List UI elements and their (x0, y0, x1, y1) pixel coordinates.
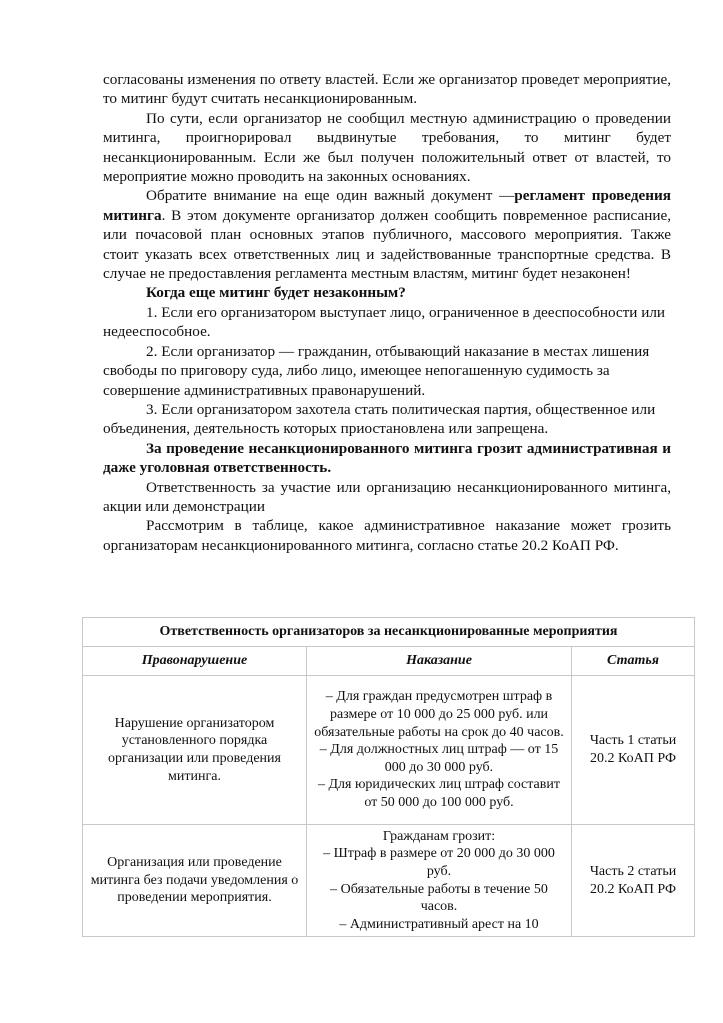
section-heading: Когда еще митинг будет незаконным? (146, 284, 406, 302)
paragraph: Ответственность за участие или организацию несанкционированного митинга, акции или демонстрации (103, 478, 671, 515)
list-item: 1. Если его организатором выступает лицо, ограниченное в дееспособности или недееспособное. (103, 303, 666, 341)
penalty-line: – Административный арест на 10 (339, 916, 539, 932)
penalty-line: Гражданам грозит: (382, 828, 496, 844)
article-cell: Часть 1 статьи 20.2 КоАП РФ (572, 676, 695, 825)
penalty-cell (307, 676, 572, 825)
penalty-table (82, 617, 695, 937)
table-row (83, 825, 695, 937)
penalty-line: – Штраф в размере от 20 000 до 30 000 руб. (323, 846, 555, 879)
paragraph-text: Обратите внимание на еще один важный документ — (146, 187, 515, 205)
paragraph: согласованы изменения по ответу властей. Если же организатор проведет мероприятие, то митинг будут считать несанкционированным. (103, 71, 671, 108)
penalty-line: – Для юридических лиц штраф составит от 50 000 до 100 000 руб. (318, 777, 560, 810)
list-item: 3. Если организатором захотела стать политическая партия, общественное или объединения, деятельность которых приостановлена или запрещена. (103, 400, 656, 438)
bold-term: регламент проведения митинга (103, 187, 671, 224)
penalty-line: – Обязательные работы в течение 50 часов. (330, 881, 548, 915)
section-heading: За проведение несанкционированного митинга грозит административная и даже уголовная ответственность. (103, 439, 671, 477)
body-text (103, 70, 671, 555)
offense-cell: Нарушение организатором установленного порядка организации или проведения митинга. (83, 676, 307, 825)
paragraph: Рассмотрим в таблице, какое административное наказание может грозить организаторам несанкционированного митинга, согласно статье 20.2 КоАП РФ. (103, 517, 671, 554)
paragraph (103, 186, 671, 283)
penalty-cell (307, 825, 572, 937)
list-item: 2. Если организатор — гражданин, отбывающий наказание в местах лишения свободы по приговору суда, либо лицо, имеющее непогашенную судимость за совершение административных правонарушений. (103, 342, 650, 399)
table-title: Ответственность организаторов за несанкционированные мероприятия (83, 618, 695, 647)
penalty-line: – Для граждан предусмотрен штраф в размере от 10 000 до 25 000 руб. или обязательные работы на срок до 40 часов. (314, 689, 564, 740)
table-row (83, 676, 695, 825)
paragraph: По сути, если организатор не сообщил местную администрацию о проведении митинга, проигнорировал выдвинутые требования, то митинг будет несанкционированным. Если же был получен положительный ответ от властей, то мероприятие можно проводить на законных основаниях. (103, 109, 671, 186)
column-header-offense: Правонарушение (83, 647, 307, 676)
column-header-penalty: Наказание (307, 647, 572, 676)
paragraph-text: . В этом документе организатор должен сообщить повременное расписание, или почасовой план основных этапов публичного, массового мероприятия. Также стоит указать всех ответственных лиц и задействованные транспортные средства. В случае не предоставления регламента местным властям, митинг будет незаконен! (103, 206, 671, 283)
offense-cell: Организация или проведение митинга без подачи уведомления о проведении мероприятия. (83, 825, 307, 937)
column-header-article: Статья (572, 647, 695, 676)
penalty-line: – Для должностных лиц штраф — от 15 000 до 30 000 руб. (319, 742, 559, 775)
article-cell: Часть 2 статьи 20.2 КоАП РФ (572, 825, 695, 937)
